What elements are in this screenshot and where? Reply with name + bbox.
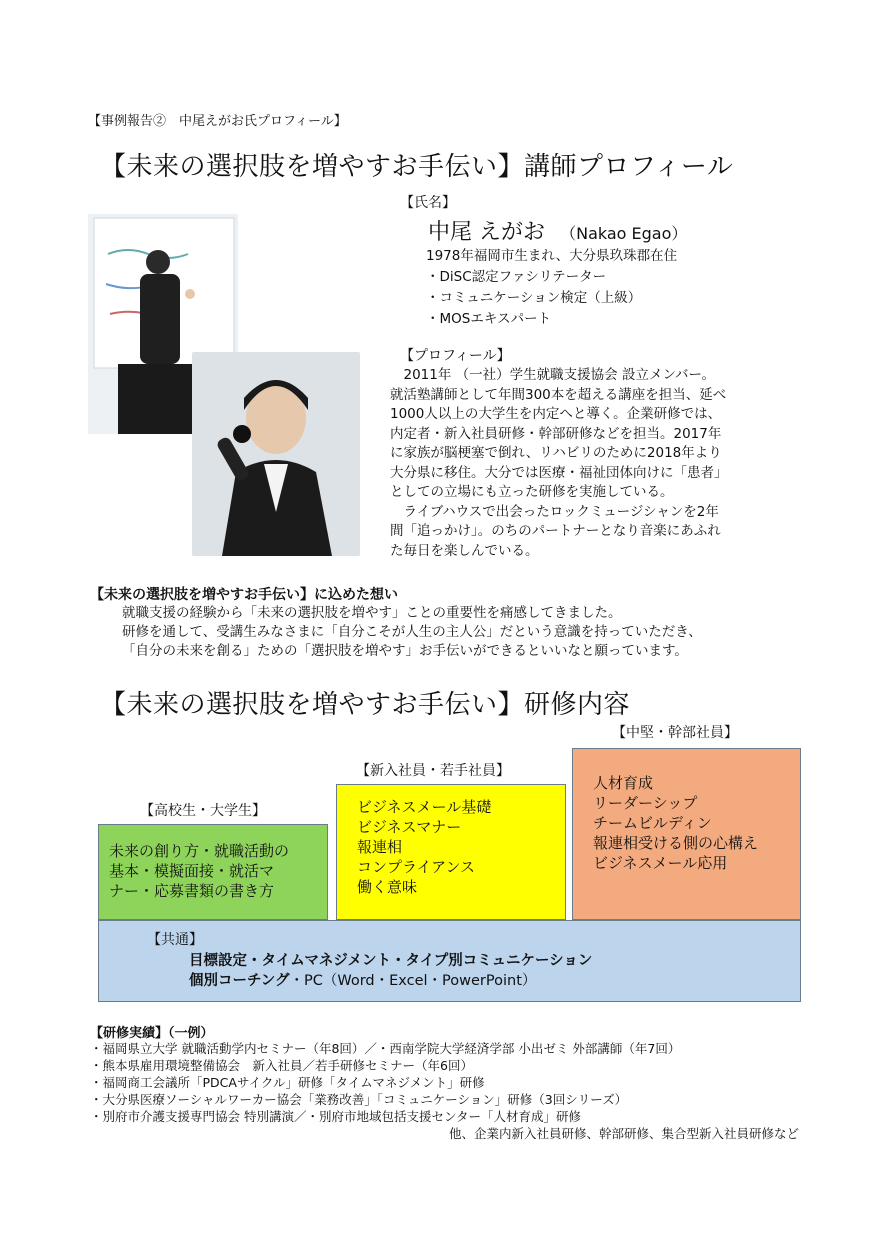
common-box (98, 920, 801, 1002)
training-item: 報連相受ける側の心構え (593, 834, 759, 852)
mid-managers-box (572, 748, 801, 920)
profile-line: た毎日を楽しんでいる。 (390, 542, 539, 559)
photo-microphone (192, 352, 360, 556)
profile-line: 大分県に移住。大分では医療・福祉団体向けに「患者」 (390, 464, 728, 481)
record-list (90, 1040, 680, 1125)
new-employees-box (336, 784, 566, 920)
common-label: 【共通】 (147, 932, 203, 948)
name-label: 【氏名】 (400, 195, 456, 211)
new-employees-list (357, 797, 491, 897)
training-item: 働く意味 (357, 878, 418, 896)
profile-line: に家族が脳梗塞で倒れ、リハビリのために2018年より (390, 445, 722, 461)
thoughts-line: 「自分の未来を創る」ための「選択肢を増やす」お手伝いができるといいなと願っています。 (122, 643, 688, 659)
profile-line: 間「追っかけ」。のちのパートナーとなり音楽にあふれ (390, 523, 721, 539)
profile-label: 【プロフィール】 (400, 348, 511, 364)
training-item: ナー・応募書類の書き方 (109, 882, 275, 900)
training-item: 報連相 (357, 838, 403, 856)
record-heading: 【研修実績】（一例） (90, 1026, 214, 1041)
common-line-1: 目標設定・タイムマネジメント・タイプ別コミュニケーション (189, 953, 593, 969)
training-title: 【未来の選択肢を増やすお手伝い】研修内容 (100, 690, 631, 720)
common-coaching: 個別コーチング (189, 973, 290, 989)
record-footer: 他、企業内新入社員研修、幹部研修、集合型新入社員研修など (448, 1126, 799, 1141)
qualification-line: ・MOSエキスパート (426, 311, 552, 327)
birth-line: 1978年福岡市生まれ、大分県玖珠郡在住 (426, 248, 678, 264)
common-line-2 (189, 969, 536, 990)
record-item: ・別府市介護支援専門協会 特別講演／・別府市地域包括支援センター「人材育成」研修 (90, 1109, 581, 1124)
profile-text (390, 366, 728, 561)
qualification-line: ・コミュニケーション検定（上級） (426, 290, 642, 306)
profile-line: 内定者・新入社員研修・幹部研修などを担当。2017年 (390, 425, 722, 442)
thoughts-line: 就職支援の経験から「未来の選択肢を増やす」ことの重要性を痛感してきました。 (122, 605, 622, 621)
profile-line: 2011年 （一社）学生就職支援協会 設立メンバー。 (390, 367, 715, 383)
training-item: 人材育成 (593, 774, 654, 792)
record-item: ・熊本県雇用環境整備協会 新入社員／若手研修セミナー（年6回） (90, 1058, 473, 1073)
profile-line: 1000人以上の大学生を内定へと導く。企業研修では、 (390, 406, 722, 422)
profile-line: ライブハウスで出会ったロックミュージシャンを2年 (390, 503, 719, 520)
profile-line: としての立場にも立った研修を実施している。 (390, 484, 674, 500)
name-details (426, 246, 677, 330)
training-item: ビジネスメール応用 (593, 854, 728, 872)
training-item: リーダーシップ (593, 794, 698, 812)
students-list (109, 841, 289, 901)
thoughts-heading: 【未来の選択肢を増やすお手伝い】に込めた想い (90, 587, 398, 603)
training-item: ビジネスメール基礎 (357, 798, 492, 816)
training-item: ビジネスマナー (357, 818, 462, 836)
training-item: チームビルディン (593, 814, 712, 832)
thoughts-line: 研修を通して、受講生みなさまに「自分こそが人生の主人公」だという意識を持っていただき、 (122, 624, 702, 640)
profile-title: 【未来の選択肢を増やすお手伝い】講師プロフィール (100, 152, 734, 182)
name-jp: 中尾 えがお (428, 220, 545, 245)
report-label: 【事例報告② 中尾えがお氏プロフィール】 (88, 114, 347, 129)
profile-line: 就活塾講師として年間300本を超える講座を担当、延べ (390, 386, 727, 403)
record-item: ・福岡県立大学 就職活動学内セミナー（年8回）／・西南学院大学経済学部 小出ゼミ 外部講師（年7回） (90, 1041, 681, 1056)
students-box (98, 824, 328, 920)
thoughts-text (122, 604, 702, 661)
name-en: （Nakao Egao） (560, 224, 688, 243)
new-employees-label: 【新入社員・若手社員】 (356, 763, 510, 779)
qualification-line: ・DiSC認定ファシリテーター (426, 269, 607, 285)
mid-managers-label: 【中堅・幹部社員】 (612, 725, 738, 741)
common-pc: ・PC（Word・Excel・PowerPoint） (289, 973, 537, 989)
students-label: 【高校生・大学生】 (140, 803, 266, 819)
record-item: ・大分県医療ソーシャルワーカー協会「業務改善」「コミュニケーション」研修（3回シリーズ） (90, 1092, 628, 1107)
training-item: 未来の創り方・就職活動の (109, 842, 290, 860)
mid-managers-list (593, 773, 758, 873)
name-row (428, 215, 687, 246)
training-item: コンプライアンス (357, 858, 476, 876)
training-item: 基本・模擬面接・就活マ (109, 862, 275, 880)
record-item: ・福岡商工会議所「PDCAサイクル」研修「タイムマネジメント」研修 (90, 1075, 485, 1090)
